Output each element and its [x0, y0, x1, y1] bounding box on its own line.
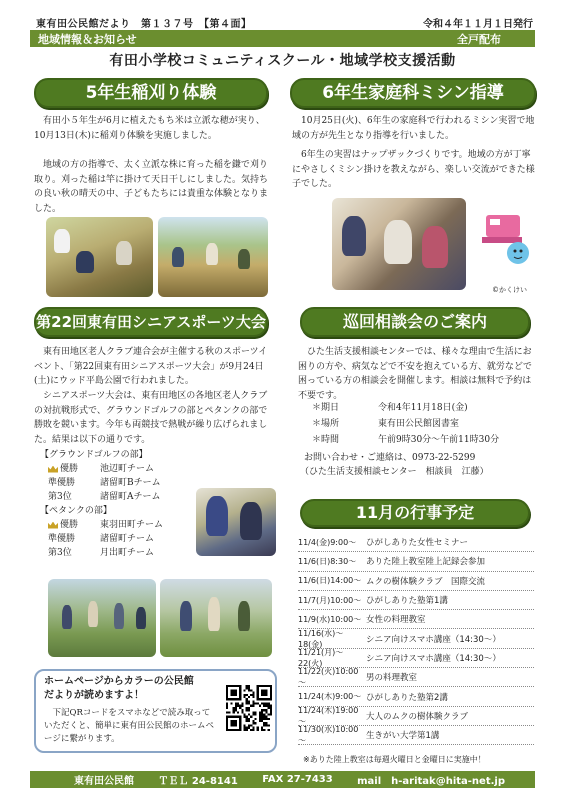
petanque-team: 諸留町チーム — [100, 534, 155, 544]
petanque-team: 月出町チーム — [100, 548, 155, 558]
schedule-row — [298, 552, 534, 571]
golf-team: 諸留町Aチーム — [100, 492, 161, 502]
schedule-section-heading — [300, 499, 530, 527]
sewing-paragraph-1: 10月25日(火)、6年生の家庭科で行われるミシン実習で地域の方が先生となり指導を行いました。 — [292, 116, 535, 141]
petanque-result-row — [40, 546, 190, 560]
schedule-event: ひがしありた塾第1講 — [366, 596, 448, 607]
qr-title-line-2: だよりが読めますよ！ — [44, 690, 144, 701]
golf-result-row — [40, 476, 190, 490]
sewing-photo — [332, 198, 466, 290]
schedule-date: 11/24(木)19:00～ — [298, 705, 359, 726]
sewing-section-heading — [290, 78, 536, 108]
schedule-event: 生きがい大学第1講 — [366, 731, 440, 742]
consult-title: 巡回相談会のご案内 — [342, 312, 487, 331]
footer-tel: ＴＥＬ 24-8141 — [158, 776, 238, 787]
qr-title — [44, 675, 194, 703]
rice-photo-2 — [158, 217, 268, 297]
detail-key: ＊期日 — [312, 403, 340, 413]
schedule-row — [298, 610, 534, 629]
schedule-event: ムクの樹体験クラブ 国際交流 — [366, 576, 486, 587]
senior-paragraph-1: 東有田地区老人クラブ連合会が主催する秋のスポーツイベント、「第22回東有田シニアスポーツ大会」が9月24日(土)にウッド平島公園で行われました。 — [34, 347, 268, 386]
qr-description: 下記QRコードをスマホなどで読み取っていただくと、簡単に東有田公民館のホームページに繋がります。 — [44, 708, 215, 744]
homepage-qr-box — [34, 669, 277, 753]
petanque-team: 東羽田町チーム — [100, 520, 164, 530]
schedule-table — [298, 533, 534, 745]
schedule-event: 女性の料理教室 — [366, 615, 426, 626]
consult-contact-person: （ひた生活支援相談センター 相談員 江藤） — [300, 467, 489, 477]
consult-details — [312, 400, 532, 448]
crown-icon — [48, 466, 58, 473]
sewing-paragraph-2: 6年生の実習はナップザックづくりです。地域の方が丁寧にやさしくミシン掛けを教えながら、楽しい交流ができた様子でした。 — [292, 150, 535, 189]
schedule-date: 11/22(火)10:00～ — [298, 667, 359, 688]
golf-rank: 第3位 — [48, 492, 72, 502]
footer-fax: FAX 27-7433 — [262, 774, 333, 785]
sewing-machine-illustration — [480, 207, 534, 267]
senior-photo-3 — [160, 579, 272, 657]
petanque-rank: 優勝 — [60, 520, 79, 530]
golf-team: 池辺町チーム — [100, 464, 155, 474]
schedule-note: ※ありた陸上教室は毎週火曜日と金曜日に実施中！ — [303, 755, 486, 764]
schedule-row — [298, 649, 534, 668]
consult-section-heading — [300, 307, 530, 337]
results-list — [40, 448, 190, 560]
schedule-row — [298, 591, 534, 610]
schedule-date: 11/24(木)9:00～ — [298, 692, 362, 702]
schedule-row — [298, 533, 534, 552]
band-left-label: 地域情報＆お知らせ — [38, 33, 137, 46]
footer-name: 東有田公民館 — [74, 776, 134, 787]
schedule-event: ひがしありた塾第2講 — [366, 692, 448, 703]
petanque-result-row — [40, 532, 190, 546]
schedule-row — [298, 629, 534, 648]
schedule-event: ありた陸上教室陸上記録会参加 — [366, 557, 486, 568]
consult-contact: お問い合わせ・ご連絡は、0973-22-5299 — [304, 453, 476, 463]
detail-value: 午前9時30分～午前11時30分 — [378, 435, 500, 445]
senior-photo-2 — [48, 579, 156, 657]
issue-date: 令和４年１１月１日発行 — [423, 19, 533, 30]
schedule-date: 11/9(水)10:00～ — [298, 614, 362, 624]
senior-photo-1 — [196, 488, 276, 556]
consult-paragraph: ひた生活支援相談センターでは、様々な理由で生活にお困りの方や、病気などで不安を抱えている方、就労などで困っている方の相談会を開催します。相談は無料で予約は不要です。 — [298, 347, 532, 401]
rice-photo-1 — [46, 217, 153, 297]
schedule-date: 11/4(金)9:00～ — [298, 537, 357, 547]
schedule-row — [298, 668, 534, 687]
rice-paragraph-1: 有田小５年生が6月に植えたもち米は立派な穂が実り、10月13日(木)に稲刈り体験を実施しました。 — [34, 116, 265, 141]
petanque-result-row — [40, 518, 190, 532]
schedule-date: 11/6(日)8:30～ — [298, 556, 357, 566]
schedule-row — [298, 687, 534, 706]
schedule-date: 11/6(日)14:00～ — [298, 576, 362, 586]
rice-title: 5年生稲刈り体験 — [85, 83, 217, 103]
golf-heading: 【グラウンドゴルフの部】 — [40, 450, 148, 460]
petanque-rank: 第3位 — [48, 548, 72, 558]
schedule-row — [298, 707, 534, 726]
consult-detail-row — [312, 416, 532, 432]
footer-band — [30, 771, 535, 788]
rice-section-heading — [34, 78, 268, 108]
detail-key: ＊時間 — [312, 435, 340, 445]
rice-paragraph-2: 地域の方の指導で、太く立派な株に育った稲を鎌で刈り取り。刈った稲は竿に掛けて天日干しにしました。気持ちの良い秋の晴天の中、子どもたちには貴重な体験となりました。 — [34, 160, 269, 214]
golf-result-row — [40, 490, 190, 504]
golf-rank: 優勝 — [60, 464, 79, 474]
detail-value: 令和4年11月18日(金) — [378, 403, 468, 413]
senior-title: 第22回東有田シニアスポーツ大会 — [36, 313, 266, 331]
schedule-event: シニア向けスマホ講座（14:30～） — [366, 634, 501, 645]
golf-result-row — [40, 462, 190, 476]
detail-key: ＊場所 — [312, 419, 340, 429]
band-right-label: 全戸配布 — [457, 33, 501, 46]
schedule-event: 大人のムクの樹体験クラブ — [366, 711, 469, 722]
schedule-title: 11月の行事予定 — [355, 503, 475, 522]
schedule-date: 11/16(水)～18(金) — [298, 628, 344, 649]
schedule-event: 男の料理教室 — [366, 673, 418, 684]
crown-icon — [48, 522, 58, 529]
qr-code[interactable] — [226, 685, 272, 731]
schedule-date: 11/21(月)～22(火) — [298, 647, 344, 668]
schedule-event: ひがしありた女性セミナー — [366, 538, 469, 549]
golf-rank: 準優勝 — [48, 478, 76, 488]
header-band — [30, 30, 535, 47]
schedule-row — [298, 726, 534, 745]
page-title: 有田小学校コミュニティスクール・地域学校支援活動 — [109, 53, 456, 69]
golf-team: 諸留町Bチーム — [100, 478, 161, 488]
schedule-date: 11/7(月)10:00～ — [298, 595, 362, 605]
issue-header: 東有田公民館だより 第１３７号 【第４面】 — [36, 19, 252, 30]
senior-paragraph-2: シニアスポーツ大会は、東有田地区の各地区老人クラブの対抗戦形式で、グラウンドゴルフの部とペタンクの部で勝敗を競います。今年も両競技で熱戦が繰り広げられました。結果は以下の通りです。 — [34, 391, 268, 445]
footer-mail[interactable]: mail h-aritak@hita-net.jp — [357, 776, 505, 787]
sewing-title: 6年生家庭科ミシン指導 — [322, 83, 504, 103]
senior-section-heading — [34, 307, 268, 337]
illustration-credit: ©かくけい — [492, 286, 527, 294]
schedule-date: 11/30(水)10:00～ — [298, 725, 359, 746]
consult-detail-row — [312, 400, 532, 416]
petanque-rank: 準優勝 — [48, 534, 76, 544]
schedule-event: シニア向けスマホ講座（14:30～） — [366, 653, 501, 664]
petanque-heading: 【ペタンクの部】 — [40, 506, 112, 516]
schedule-row — [298, 572, 534, 591]
detail-value: 東有田公民館図書室 — [378, 419, 460, 429]
consult-detail-row — [312, 432, 532, 448]
qr-title-line-1: ホームページからカラーの公民館 — [44, 676, 194, 687]
